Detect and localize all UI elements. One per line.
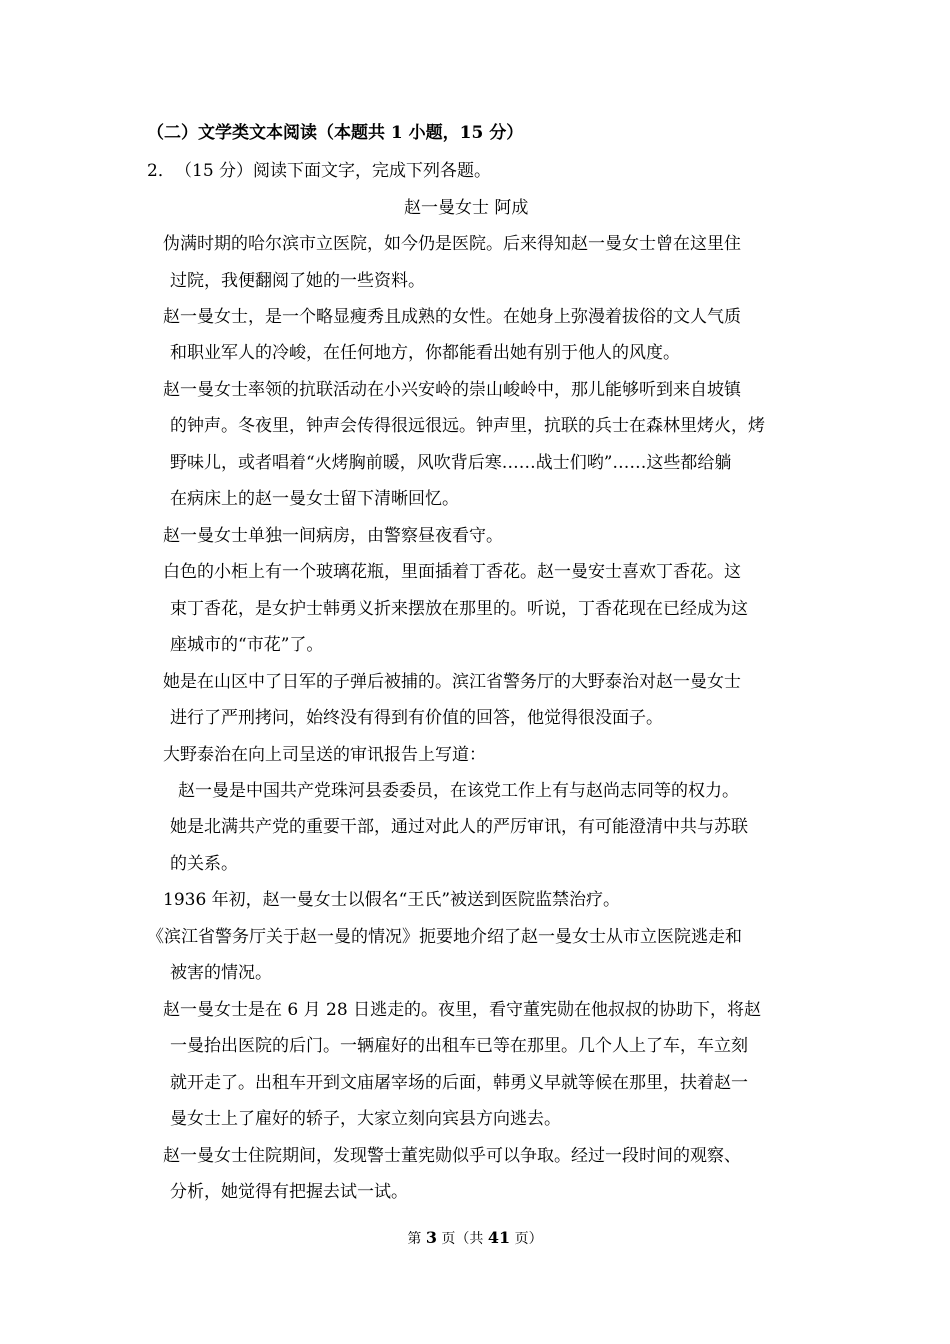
body-line: 她是在山区中了日军的子弹后被捕的。滨江省警务厅的大野泰治对赵一曼女士 [163, 672, 741, 692]
current-page-number: 3 [425, 1228, 437, 1247]
body-line: 就开走了。出租车开到文庙屠宰场的后面，韩勇义早就等候在那里，扶着赵一 [170, 1073, 748, 1093]
article-title: 赵一曼女士 阿成 [404, 198, 529, 218]
body-line: 在病床上的赵一曼女士留下清晰回忆。 [170, 489, 459, 509]
body-line: 赵一曼女士单独一间病房，由警察昼夜看守。 [163, 526, 503, 546]
body-line: 大野泰治在向上司呈送的审讯报告上写道： [163, 745, 486, 765]
section-heading: （二）文学类文本阅读（本题共 1 小题，15 分） [147, 123, 524, 143]
body-line: 野味儿，或者唱着“火烤胸前暖，风吹背后寒……战士们哟”……这些都给躺 [170, 453, 732, 473]
body-line: 伪满时期的哈尔滨市立医院，如今仍是医院。后来得知赵一曼女士曾在这里住 [163, 234, 741, 254]
body-line: 曼女士上了雇好的轿子，大家立刻向宾县方向逃去。 [170, 1109, 561, 1129]
body-line: 被害的情况。 [170, 963, 272, 983]
quoted-report-line: 她是北满共产党的重要干部，通过对此人的严厉审讯，有可能澄清中共与苏联 [170, 817, 748, 837]
body-line: 《滨江省警务厅关于赵一曼的情况》扼要地介绍了赵一曼女士从市立医院逃走和 [147, 927, 742, 947]
page-footer [0, 1229, 950, 1248]
total-page-count: 41 [487, 1228, 511, 1247]
body-line: 赵一曼女士率领的抗联活动在小兴安岭的崇山峻岭中，那儿能够听到来自坡镇 [163, 380, 741, 400]
body-line: 一曼抬出医院的后门。一辆雇好的出租车已等在那里。几个人上了车，车立刻 [170, 1036, 748, 1056]
body-line: 束丁香花，是女护士韩勇义折来摆放在那里的。听说，丁香花现在已经成为这 [170, 599, 748, 619]
body-line: 进行了严刑拷问，始终没有得到有价值的回答，他觉得很没面子。 [170, 708, 663, 728]
quoted-report-line: 赵一曼是中国共产党珠河县委委员，在该党工作上有与赵尚志同等的权力。 [178, 781, 739, 801]
body-line: 赵一曼女士，是一个略显瘦秀且成熟的女性。在她身上弥漫着拔俗的文人气质 [163, 307, 741, 327]
footer-prefix: 第 [407, 1231, 426, 1247]
body-line: 的钟声。冬夜里，钟声会传得很远很远。钟声里，抗联的兵士在森林里烤火，烤 [170, 416, 765, 436]
question-prompt: （15 分）阅读下面文字，完成下列各题。 [175, 161, 492, 181]
body-line: 和职业军人的冷峻，在任何地方，你都能看出她有别于他人的风度。 [170, 343, 680, 363]
body-line: 赵一曼女士是在 6 月 28 日逃走的。夜里，看守董宪勋在他叔叔的协助下，将赵 [163, 1000, 762, 1020]
body-line: 过院，我便翻阅了她的一些资料。 [170, 271, 425, 291]
footer-suffix: 页） [510, 1231, 543, 1247]
question-number: 2． [147, 161, 175, 181]
quoted-report-line: 的关系。 [170, 854, 238, 874]
footer-mid: 页（共 [436, 1231, 488, 1247]
body-line: 座城市的“市花”了。 [170, 635, 324, 655]
body-line: 1936 年初，赵一曼女士以假名“王氏”被送到医院监禁治疗。 [163, 890, 621, 910]
body-line: 赵一曼女士住院期间，发现警士董宪勋似乎可以争取。经过一段时间的观察、 [163, 1146, 741, 1166]
body-line: 白色的小柜上有一个玻璃花瓶，里面插着丁香花。赵一曼安士喜欢丁香花。这 [163, 562, 741, 582]
body-line: 分析，她觉得有把握去试一试。 [170, 1182, 408, 1202]
